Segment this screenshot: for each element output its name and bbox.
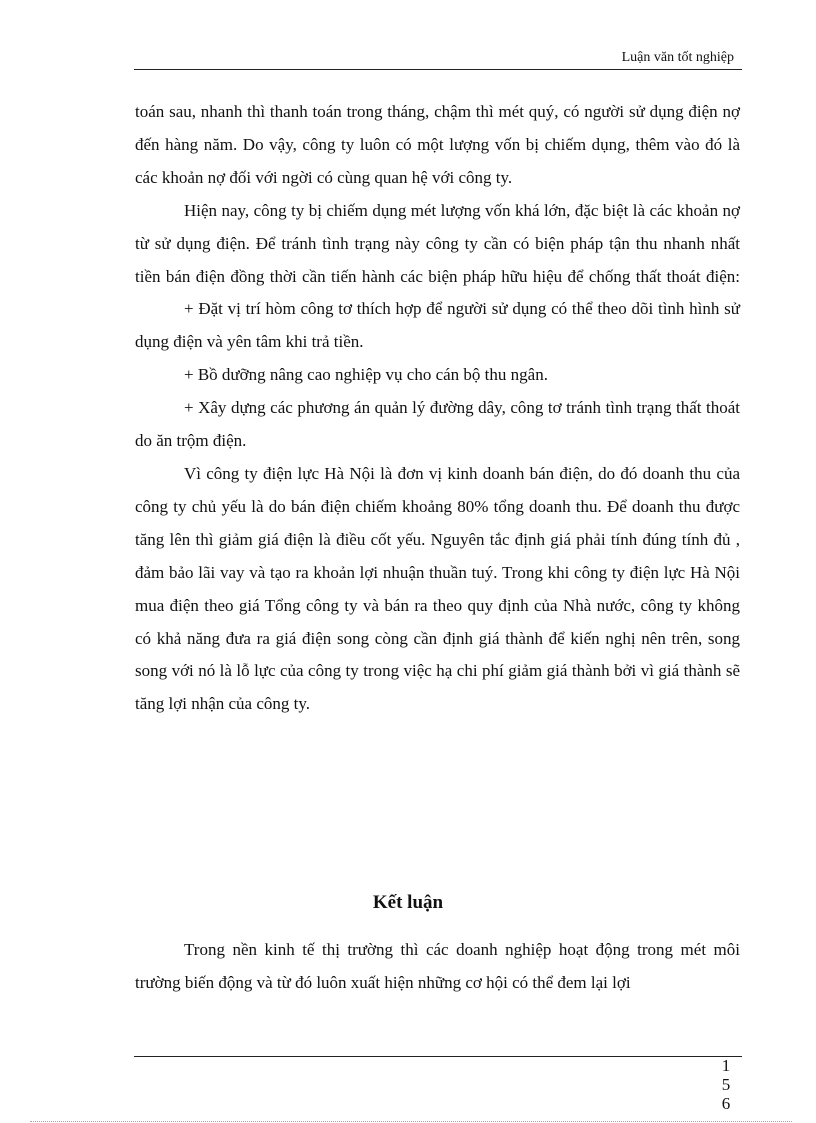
page-number — [716, 1056, 736, 1113]
conclusion-text — [135, 933, 740, 999]
paragraph-2: Hiện nay, công ty bị chiếm dụng mét lượng vốn khá lớn, đặc biệt là các khoản nợ từ sử dụng điện. Để tránh tình trạng này công ty cần có biện pháp tận thu nhanh nhất tiền bán điện đồng thời cần tiến hành các biện pháp hữu hiệu để chống thất thoát điện: — [135, 200, 740, 286]
section-heading: Kết luận — [372, 892, 444, 913]
paragraph-6: Vì công ty điện lực Hà Nội là đơn vị kinh doanh bán điện, do đó doanh thu của công ty chủ yếu là do bán điện chiếm khoảng 80% tổng doanh thu. Để doanh thu được tăng lên thì giảm giá điện là điều cốt yếu. Nguyên tắc định giá phải tính đúng tính đủ , đảm bảo lãi vay và tạo ra khoản lợi nhuận thuần tuý. Trong khi công ty điện lực Hà Nội mua điện theo giá Tổng công ty và bán ra theo quy định của Nhà nước, công ty không có khả năng đưa ra giá điện song còng cần định giá thành để kiến nghị nên trên, song song với nó là lỗ lực của công ty trong việc hạ chi phí giảm giá thành bởi vì giá thành sẽ tăng lợi nhận của công ty. — [135, 463, 740, 714]
paragraph-3: + Đặt vị trí hòm công tơ thích hợp để người sử dụng có thể theo dõi tình hình sử dụng điện và yên tâm khi trả tiền. — [135, 299, 740, 352]
header-rule — [134, 69, 742, 70]
footer-rule — [134, 1056, 742, 1057]
page-number-digit: 6 — [721, 1094, 731, 1113]
page-number-digit: 1 — [721, 1056, 731, 1075]
paragraph-5: + Xây dựng các phương án quản lý đường dây, công tơ tránh tình trạng thất thoát do ăn trộm điện. — [135, 398, 740, 451]
paragraph-1: toán sau, nhanh thì thanh toán trong tháng, chậm thì mét quý, có người sử dụng điện nợ đến hàng năm. Do vậy, công ty luôn có một lượng vốn bị chiếm dụng, thêm vào đó là các khoản nợ đối với ngời có cùng quan hệ với công ty. — [135, 102, 740, 187]
page-number-digit: 5 — [721, 1075, 731, 1094]
paragraph-4: + Bồ dưỡng nâng cao nghiệp vụ cho cán bộ thu ngân. — [184, 365, 548, 385]
page-edge-divider — [30, 1121, 792, 1122]
header-title: Luận văn tốt nghiệp — [621, 50, 734, 65]
body-text — [135, 96, 740, 721]
conclusion-paragraph: Trong nền kinh tế thị trường thì các doanh nghiệp hoạt động trong mét môi trường biến động và từ đó luôn xuất hiện những cơ hội có thể đem lại lợi — [135, 940, 740, 992]
